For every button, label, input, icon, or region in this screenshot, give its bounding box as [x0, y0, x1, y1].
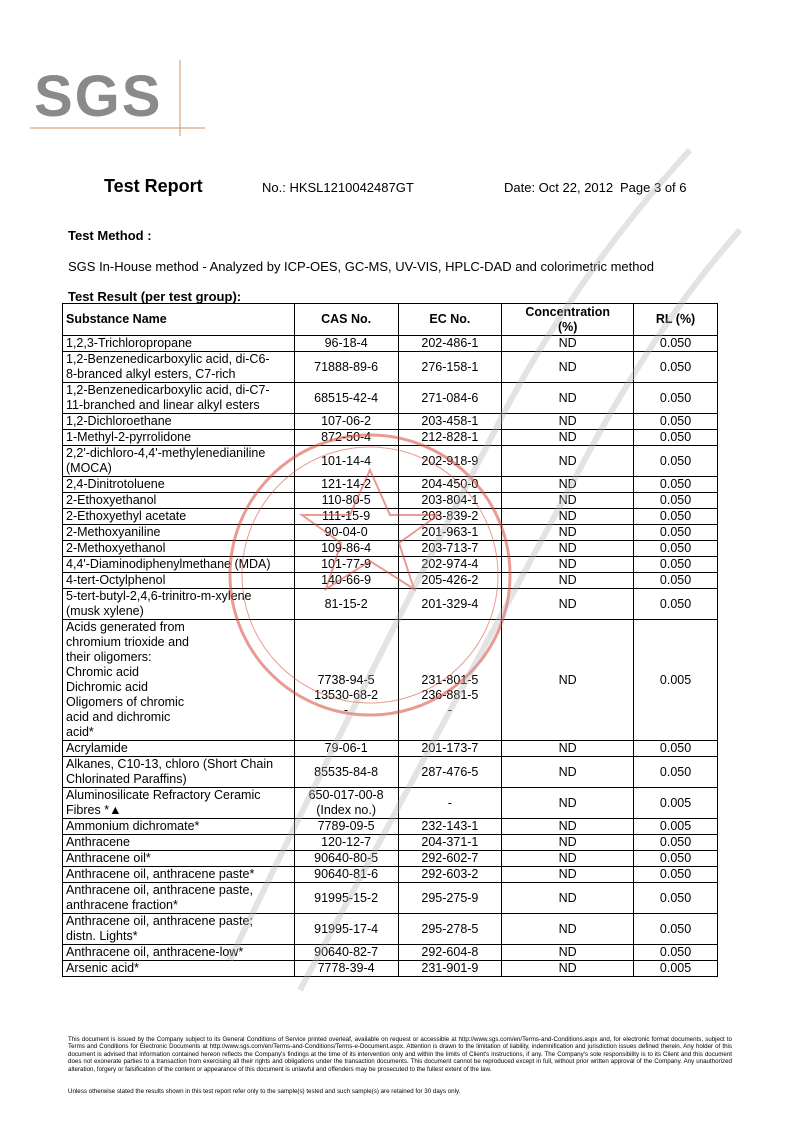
concentration-cell: ND [502, 352, 634, 383]
concentration-cell: ND [502, 620, 634, 741]
cas-no-cell: 90640-82-7 [294, 945, 398, 961]
concentration-cell: ND [502, 493, 634, 509]
concentration-cell: ND [502, 477, 634, 493]
sgs-logo [30, 58, 205, 138]
rl-cell: 0.050 [634, 509, 718, 525]
ec-no-cell: 292-602-7 [398, 851, 502, 867]
concentration-cell: ND [502, 573, 634, 589]
cas-no-cell: 91995-17-4 [294, 914, 398, 945]
ec-no-cell: 271-084-6 [398, 383, 502, 414]
rl-cell: 0.050 [634, 867, 718, 883]
test-method-text: SGS In-House method - Analyzed by ICP-OES, GC-MS, UV-VIS, HPLC-DAD and colorimetric method [68, 259, 654, 274]
cas-no-cell: 68515-42-4 [294, 383, 398, 414]
rl-cell: 0.005 [634, 788, 718, 819]
concentration-cell: ND [502, 383, 634, 414]
table-row [63, 741, 718, 757]
rl-cell: 0.050 [634, 430, 718, 446]
ec-no-cell: 201-173-7 [398, 741, 502, 757]
table-row [63, 573, 718, 589]
table-row [63, 541, 718, 557]
ec-no-cell: 292-603-2 [398, 867, 502, 883]
concentration-cell: ND [502, 867, 634, 883]
substance-name-cell: Anthracene oil, anthracene-low* [63, 945, 295, 961]
substance-name-cell: Alkanes, C10-13, chloro (Short Chain Chlorinated Paraffins) [63, 757, 295, 788]
concentration-cell: ND [502, 961, 634, 977]
page-number: Page 3 of 6 [620, 180, 687, 195]
header-cas-no: CAS No. [294, 304, 398, 336]
rl-cell: 0.050 [634, 589, 718, 620]
header-rl: RL (%) [634, 304, 718, 336]
cas-no-cell: 90640-80-5 [294, 851, 398, 867]
rl-cell: 0.050 [634, 945, 718, 961]
cas-no-cell: 96-18-4 [294, 336, 398, 352]
ec-no-cell: 276-158-1 [398, 352, 502, 383]
rl-cell: 0.050 [634, 541, 718, 557]
table-body [63, 336, 718, 977]
substance-name-cell: 2,2'-dichloro-4,4'-methylenedianiline (MOCA) [63, 446, 295, 477]
table-row [63, 883, 718, 914]
substance-name-cell: 2-Methoxyethanol [63, 541, 295, 557]
concentration-cell: ND [502, 945, 634, 961]
concentration-cell: ND [502, 757, 634, 788]
table-row [63, 414, 718, 430]
ec-no-cell: 231-901-9 [398, 961, 502, 977]
cas-no-cell: 109-86-4 [294, 541, 398, 557]
report-number: No.: HKSL1210042487GT [262, 180, 414, 195]
concentration-cell: ND [502, 414, 634, 430]
ec-no-cell: 205-426-2 [398, 573, 502, 589]
table-header-row [63, 304, 718, 336]
rl-cell: 0.050 [634, 914, 718, 945]
table-row [63, 509, 718, 525]
rl-cell: 0.050 [634, 493, 718, 509]
cas-no-cell: 140-66-9 [294, 573, 398, 589]
substance-name-cell: 1,2-Benzenedicarboxylic acid, di-C7- 11-branched and linear alkyl esters [63, 383, 295, 414]
cas-no-cell: 71888-89-6 [294, 352, 398, 383]
ec-no-cell: 203-839-2 [398, 509, 502, 525]
substance-name-cell: 2-Ethoxyethyl acetate [63, 509, 295, 525]
substance-name-cell: 1,2-Benzenedicarboxylic acid, di-C6- 8-branced alkyl esters, C7-rich [63, 352, 295, 383]
cas-no-cell: 7778-39-4 [294, 961, 398, 977]
cas-no-cell: 7738-94-5 13530-68-2 - [294, 620, 398, 741]
test-result-label: Test Result (per test group): [68, 289, 242, 304]
table-row [63, 352, 718, 383]
table-row [63, 819, 718, 835]
table-row [63, 867, 718, 883]
table-row [63, 525, 718, 541]
substance-name-cell: Anthracene oil, anthracene paste, anthracene fraction* [63, 883, 295, 914]
cas-no-cell: 111-15-9 [294, 509, 398, 525]
cas-no-cell: 85535-84-8 [294, 757, 398, 788]
cas-no-cell: 101-14-4 [294, 446, 398, 477]
rl-cell: 0.050 [634, 336, 718, 352]
rl-cell: 0.050 [634, 883, 718, 914]
ec-no-cell: 295-278-5 [398, 914, 502, 945]
cas-no-cell: 110-80-5 [294, 493, 398, 509]
cas-no-cell: 121-14-2 [294, 477, 398, 493]
substance-name-cell: 2-Methoxyaniline [63, 525, 295, 541]
rl-cell: 0.050 [634, 851, 718, 867]
ec-no-cell: 287-476-5 [398, 757, 502, 788]
substance-name-cell: Anthracene oil, anthracene paste* [63, 867, 295, 883]
table-row [63, 788, 718, 819]
table-row [63, 961, 718, 977]
rl-cell: 0.050 [634, 352, 718, 383]
substance-name-cell: 4,4'-Diaminodiphenylmethane (MDA) [63, 557, 295, 573]
header-ec-no: EC No. [398, 304, 502, 336]
concentration-cell: ND [502, 541, 634, 557]
cas-no-cell: 107-06-2 [294, 414, 398, 430]
table-row [63, 914, 718, 945]
header-concentration: Concentration (%) [502, 304, 634, 336]
ec-no-cell: 204-450-0 [398, 477, 502, 493]
substance-name-cell: 5-tert-butyl-2,4,6-trinitro-m-xylene (musk xylene) [63, 589, 295, 620]
concentration-cell: ND [502, 589, 634, 620]
table-row [63, 430, 718, 446]
cas-no-cell: 90-04-0 [294, 525, 398, 541]
concentration-cell: ND [502, 883, 634, 914]
rl-cell: 0.050 [634, 741, 718, 757]
concentration-cell: ND [502, 914, 634, 945]
rl-cell: 0.050 [634, 414, 718, 430]
table-row [63, 383, 718, 414]
ec-no-cell: 231-801-5 236-881-5 - [398, 620, 502, 741]
ec-no-cell: 203-713-7 [398, 541, 502, 557]
substance-name-cell: 2-Ethoxyethanol [63, 493, 295, 509]
concentration-cell: ND [502, 741, 634, 757]
concentration-cell: ND [502, 557, 634, 573]
rl-cell: 0.050 [634, 383, 718, 414]
substance-name-cell: 1-Methyl-2-pyrrolidone [63, 430, 295, 446]
rl-cell: 0.050 [634, 557, 718, 573]
cas-no-cell: 872-50-4 [294, 430, 398, 446]
ec-no-cell: 204-371-1 [398, 835, 502, 851]
cas-no-cell: 650-017-00-8 (Index no.) [294, 788, 398, 819]
ec-no-cell: 203-804-1 [398, 493, 502, 509]
table-row [63, 446, 718, 477]
cas-no-cell: 120-12-7 [294, 835, 398, 851]
ec-no-cell: 202-486-1 [398, 336, 502, 352]
table-row [63, 757, 718, 788]
ec-no-cell: 295-275-9 [398, 883, 502, 914]
ec-no-cell: 202-918-9 [398, 446, 502, 477]
rl-cell: 0.050 [634, 477, 718, 493]
ec-no-cell: 202-974-4 [398, 557, 502, 573]
concentration-cell: ND [502, 835, 634, 851]
rl-cell: 0.050 [634, 446, 718, 477]
ec-no-cell: 201-329-4 [398, 589, 502, 620]
report-header [0, 176, 800, 200]
table-row [63, 493, 718, 509]
test-method-label: Test Method : [68, 228, 152, 243]
concentration-cell: ND [502, 819, 634, 835]
cas-no-cell: 81-15-2 [294, 589, 398, 620]
substance-name-cell: 2,4-Dinitrotoluene [63, 477, 295, 493]
concentration-cell: ND [502, 788, 634, 819]
report-title: Test Report [104, 176, 203, 196]
substance-name-cell: Ammonium dichromate* [63, 819, 295, 835]
substance-name-cell: Arsenic acid* [63, 961, 295, 977]
report-date: Date: Oct 22, 2012 [504, 180, 614, 195]
ec-no-cell: - [398, 788, 502, 819]
substance-name-cell: Aluminosilicate Refractory Ceramic Fibres *▲ [63, 788, 295, 819]
table-row [63, 945, 718, 961]
footer-disclaimer: This document is issued by the Company subject to its General Conditions of Service printed overleaf, available on request or accessible at http://www.sgs.com/en/Terms-and-Conditions.aspx and, for electronic format documents, subject to Terms and Conditions for Electronic Documents at http://www.sgs.com/en/Terms-and-Conditions/Terms-e-Document.aspx. Attention is drawn to the limitation of liability, indemnification and jurisdiction issues defined therein. Any holder of this document is advised that information contained hereon reflects the Company's findings at the time of its intervention only and within the limits of Client's instructions, if any. The Company's sole responsibility is to its Client and this document does not exonerate parties to a transaction from exercising all their rights and obligations under the transaction documents. This document cannot be reproduced except in full, without prior written approval of the Company. Any unauthorized alteration, forgery or falsification of the content or appearance of this document is unlawful and offenders may be prosecuted to the fullest extent of the law. [68, 1036, 732, 1073]
concentration-cell: ND [502, 336, 634, 352]
concentration-cell: ND [502, 446, 634, 477]
substance-name-cell: 1,2-Dichloroethane [63, 414, 295, 430]
substance-name-cell: Acrylamide [63, 741, 295, 757]
rl-cell: 0.050 [634, 573, 718, 589]
rl-cell: 0.050 [634, 757, 718, 788]
table-row [63, 589, 718, 620]
rl-cell: 0.050 [634, 835, 718, 851]
table-row [63, 835, 718, 851]
cas-no-cell: 101-77-9 [294, 557, 398, 573]
concentration-cell: ND [502, 430, 634, 446]
concentration-cell: ND [502, 509, 634, 525]
table-row [63, 477, 718, 493]
substance-name-cell: 4-tert-Octylphenol [63, 573, 295, 589]
substance-name-cell: 1,2,3-Trichloropropane [63, 336, 295, 352]
substance-name-cell: Anthracene oil* [63, 851, 295, 867]
substance-name-cell: Acids generated from chromium trioxide and their oligomers: Chromic acid Dichromic acid Oligomers of chromic acid and dichromic acid* [63, 620, 295, 741]
table-row [63, 851, 718, 867]
sgs-logo-text: SGS [34, 64, 163, 129]
ec-no-cell: 232-143-1 [398, 819, 502, 835]
concentration-cell: ND [502, 851, 634, 867]
ec-no-cell: 292-604-8 [398, 945, 502, 961]
rl-cell: 0.005 [634, 620, 718, 741]
ec-no-cell: 201-963-1 [398, 525, 502, 541]
results-table [62, 303, 718, 977]
rl-cell: 0.050 [634, 525, 718, 541]
table-row [63, 620, 718, 741]
cas-no-cell: 79-06-1 [294, 741, 398, 757]
footer-retention-note: Unless otherwise stated the results shown in this test report refer only to the sample(s) tested and such sample(s) are retained for 30 days only. [68, 1088, 461, 1095]
cas-no-cell: 7789-09-5 [294, 819, 398, 835]
table-row [63, 557, 718, 573]
header-substance-name: Substance Name [63, 304, 295, 336]
concentration-cell: ND [502, 525, 634, 541]
cas-no-cell: 90640-81-6 [294, 867, 398, 883]
table-row [63, 336, 718, 352]
ec-no-cell: 212-828-1 [398, 430, 502, 446]
substance-name-cell: Anthracene oil, anthracene paste; distn. Lights* [63, 914, 295, 945]
substance-name-cell: Anthracene [63, 835, 295, 851]
rl-cell: 0.005 [634, 819, 718, 835]
rl-cell: 0.005 [634, 961, 718, 977]
ec-no-cell: 203-458-1 [398, 414, 502, 430]
cas-no-cell: 91995-15-2 [294, 883, 398, 914]
